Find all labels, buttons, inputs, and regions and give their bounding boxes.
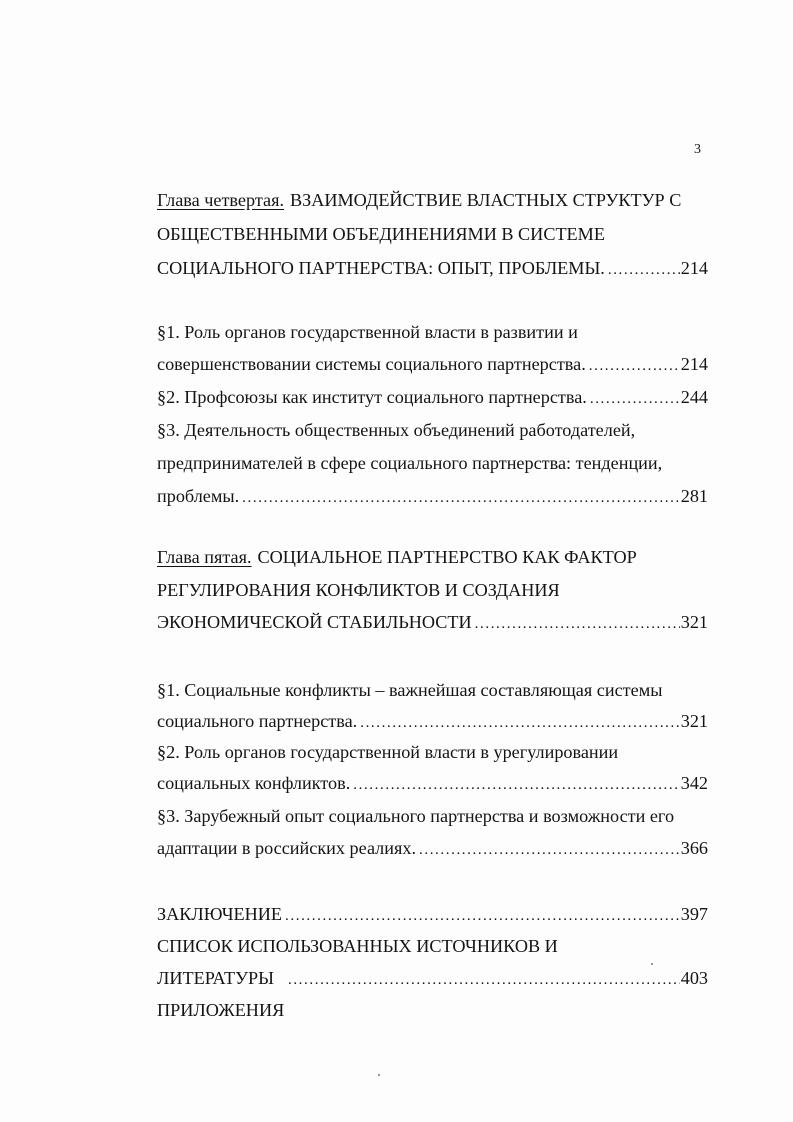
- ch5-section3-line1: [157, 804, 708, 828]
- chapter5-heading-line2: [157, 578, 708, 602]
- chapter4-title-line2: ОБЩЕСТВЕННЫМИ ОБЪЕДИНЕНИЯМИ В СИСТЕМЕ: [157, 224, 605, 244]
- chapter5-label: Глава пятая.: [157, 547, 252, 567]
- bibliography-line1: [157, 934, 708, 958]
- dot-leader: [357, 711, 680, 735]
- conclusion-title: ЗАКЛЮЧЕНИЕ: [157, 904, 283, 924]
- bibliography-title-line1: СПИСОК ИСПОЛЬЗОВАННЫХ ИСТОЧНИКОВ И: [157, 936, 558, 956]
- ch5-section2-line1: [157, 740, 708, 764]
- dot-leader: [472, 612, 680, 636]
- ch5-section3-text1: §3. Зарубежный опыт социального партнерства и возможности его: [157, 806, 675, 826]
- appendices-line: [157, 998, 708, 1022]
- dot-leader: [350, 773, 679, 797]
- chapter4-label: Глава четвертая.: [157, 190, 284, 210]
- ch4-section1-text2: совершенствовании системы социального партнерства.: [157, 354, 586, 374]
- ch5-section3-text2: адаптации в российских реалиях.: [157, 838, 416, 858]
- ch4-section1-text1: §1. Роль органов государственной власти в развитии и: [157, 322, 578, 342]
- dot-leader: [586, 354, 680, 378]
- ch5-section2-page: 342: [680, 773, 708, 793]
- appendices-title: ПРИЛОЖЕНИЯ: [157, 1000, 285, 1020]
- ch4-section3-line2: [157, 451, 708, 475]
- dot-leader: [605, 258, 680, 282]
- ch4-section3-text1: §3. Деятельность общественных объединений работодателей,: [157, 420, 636, 440]
- chapter4-heading-line3: [157, 256, 708, 282]
- scan-speck: [651, 963, 653, 965]
- conclusion-line: [157, 902, 708, 928]
- bibliography-title-line2: ЛИТЕРАТУРЫ: [157, 968, 274, 988]
- bibliography-line2: [157, 966, 708, 992]
- page-number: 3: [694, 142, 701, 157]
- ch4-section2-page: 244: [680, 387, 708, 407]
- bibliography-page: 403: [680, 968, 708, 988]
- ch5-section1-text2: социального партнерства.: [157, 711, 358, 731]
- ch5-section1-text1: §1. Социальные конфликты – важнейшая составляющая системы: [157, 680, 663, 700]
- ch5-section2-text1: §2. Роль органов государственной власти в урегулировании: [157, 742, 619, 762]
- chapter5-heading-line3: [157, 610, 708, 636]
- chapter4-heading-line1: [157, 188, 708, 212]
- dot-leader: [587, 387, 680, 411]
- ch5-section3-page: 366: [680, 838, 708, 858]
- ch4-section3-text3: проблемы.: [157, 486, 240, 506]
- ch5-section2-line2: [157, 771, 708, 797]
- conclusion-page: 397: [680, 904, 708, 924]
- ch4-section3-page: 281: [680, 486, 708, 506]
- chapter5-title-line1: СОЦИАЛЬНОЕ ПАРТНЕРСТВО КАК ФАКТОР: [257, 547, 637, 567]
- ch4-section1-line1: [157, 320, 708, 344]
- chapter5-title-line3: ЭКОНОМИЧЕСКОЙ СТАБИЛЬНОСТИ: [157, 612, 472, 632]
- ch4-section1-line2: [157, 352, 708, 378]
- chapter4-page: 214: [680, 258, 708, 278]
- chapter4-title-line3: СОЦИАЛЬНОГО ПАРТНЕРСТВА: ОПЫТ, ПРОБЛЕМЫ.: [157, 258, 605, 278]
- ch5-section3-line2: [157, 836, 708, 862]
- chapter5-title-line2: РЕГУЛИРОВАНИЯ КОНФЛИКТОВ И СОЗДАНИЯ: [157, 580, 560, 600]
- ch5-section1-line2: [157, 709, 708, 735]
- chapter5-heading-line1: [157, 545, 708, 569]
- ch5-section2-text2: социальных конфликтов.: [157, 773, 351, 793]
- dot-leader: [416, 838, 680, 862]
- chapter5-page: 321: [680, 612, 708, 632]
- dot-leader: [274, 968, 680, 992]
- ch4-section1-page: 214: [680, 354, 708, 374]
- dot-leader: [239, 486, 680, 510]
- ch5-section1-line1: [157, 678, 708, 702]
- scan-speck: [378, 1074, 380, 1076]
- ch5-section1-page: 321: [680, 711, 708, 731]
- ch4-section2-line1: [157, 385, 708, 411]
- ch4-section2-text1: §2. Профсоюзы как институт социального партнерства.: [157, 387, 587, 407]
- chapter4-title-line1: ВЗАИМОДЕЙСТВИЕ ВЛАСТНЫХ СТРУКТУР С: [290, 190, 682, 210]
- ch4-section3-line1: [157, 418, 708, 442]
- ch4-section3-text2: предпринимателей в сфере социального партнерства: тенденции,: [157, 453, 663, 473]
- dot-leader: [282, 904, 680, 928]
- chapter4-heading-line2: [157, 222, 708, 246]
- ch4-section3-line3: [157, 484, 708, 510]
